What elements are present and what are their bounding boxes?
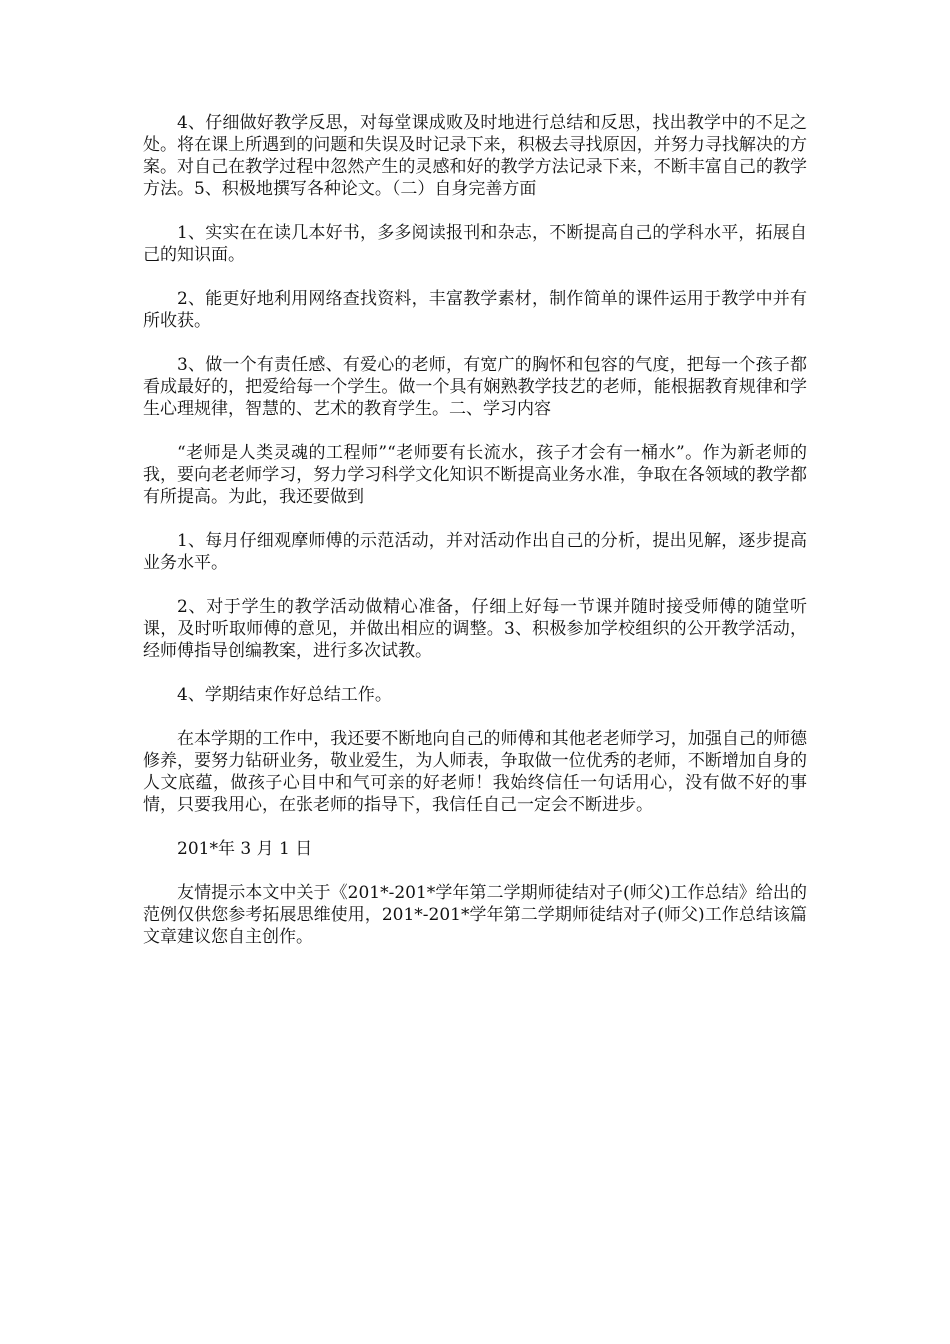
paragraph-observe: 1、每月仔细观摩师傅的示范活动，并对活动作出自己的分析，提出见解，逐步提高业务水平。: [143, 531, 807, 573]
paragraph-teacher-qualities: 3、做一个有责任感、有爱心的老师，有宽广的胸怀和包容的气度，把每一个孩子都看成最好的，把爱给每一个学生。做一个具有娴熟教学技艺的老师，能根据教育规律和学生心理规律，智慧的、艺术的教育学生。二、学习内容: [143, 355, 807, 419]
paragraph-conclusion: 在本学期的工作中，我还要不断地向自己的师傅和其他老老师学习，加强自己的师德修养，要努力钻研业务，敬业爱生，为人师表，争取做一位优秀的老师，不断增加自身的人文底蕴，做孩子心目中和气可亲的好老师！我始终信任一句话用心，没有做不好的事情，只要我用心，在张老师的指导下，我信任自己一定会不断进步。: [143, 729, 807, 815]
paragraph-network: 2、能更好地利用网络查找资料，丰富教学素材，制作简单的课件运用于教学中并有所收获。: [143, 289, 807, 331]
paragraph-learning-intro: “老师是人类灵魂的工程师”“老师要有长流水，孩子才会有一桶水”。作为新老师的我，要向老老师学习，努力学习科学文化知识不断提高业务水准，争取在各领域的教学都有所提高。为此，我还要做到: [143, 443, 807, 507]
document-body: [143, 112, 807, 970]
paragraph-preparation: 2、对于学生的教学活动做精心准备，仔细上好每一节课并随时接受师傅的随堂听课，及时听取师傅的意见，并做出相应的调整。3、积极参加学校组织的公开教学活动，经师傅指导创编教案，进行多次试教。: [143, 597, 807, 661]
paragraph-notice: 友情提示本文中关于《201*-201*学年第二学期师徒结对子(师父)工作总结》给出的范例仅供您参考拓展思维使用，201*-201*学年第二学期师徒结对子(师父)工作总结该篇文章建议您自主创作。: [143, 883, 807, 947]
paragraph-summary-work: 4、学期结束作好总结工作。: [177, 685, 392, 705]
paragraph-reading: 1、实实在在读几本好书，多多阅读报刊和杂志，不断提高自己的学科水平，拓展自己的知识面。: [143, 223, 807, 265]
paragraph-reflection: 4、仔细做好教学反思，对每堂课成败及时地进行总结和反思，找出教学中的不足之处。将在课上所遇到的问题和失误及时记录下来，积极去寻找原因，并努力寻找解决的方案。对自己在教学过程中忽然产生的灵感和好的教学方法记录下来，不断丰富自己的教学方法。5、积极地撰写各种论文。（二）自身完善方面: [143, 113, 807, 199]
paragraph-date: 201*年 3 月 1 日: [177, 839, 313, 859]
